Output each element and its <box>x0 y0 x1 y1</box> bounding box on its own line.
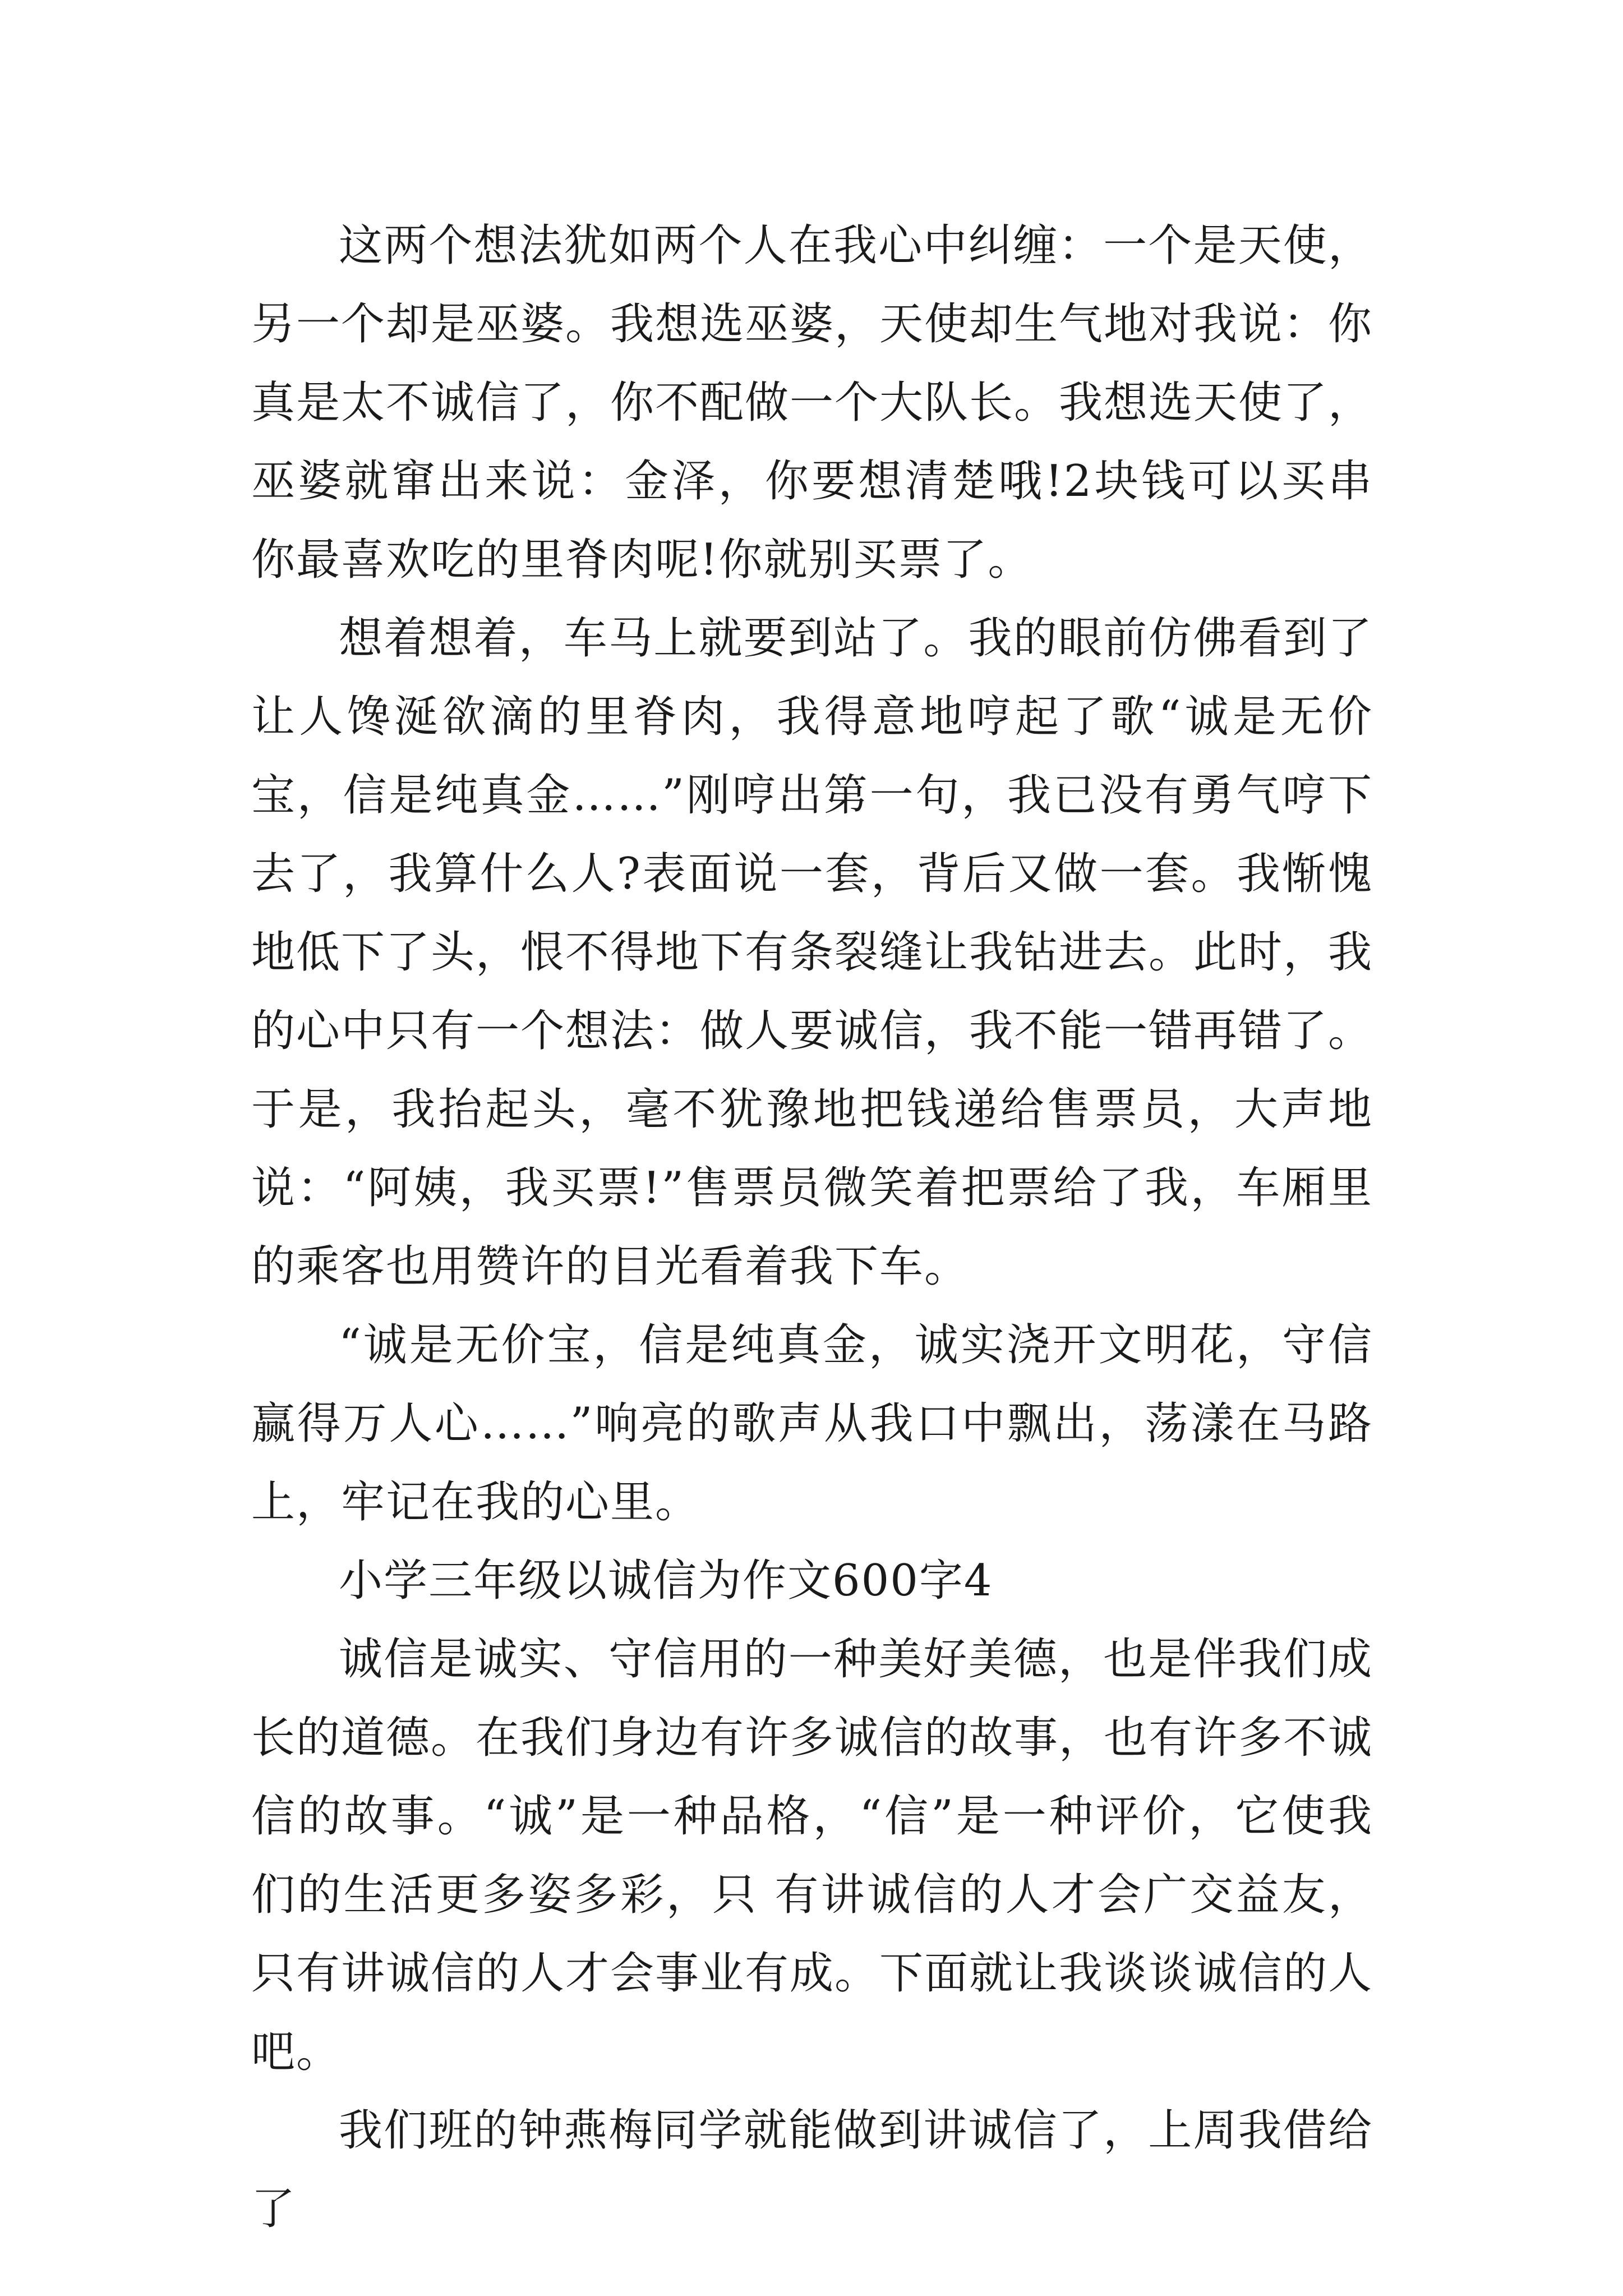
paragraph-2: 想着想着，车马上就要到站了。我的眼前仿佛看到了让人馋涎欲滴的里脊肉，我得意地哼起了歌“诚是无价宝，信是纯真金……”刚哼出第一句，我已没有勇气哼下去了，我算什么人?表面说一套，背后又做一套。我惭愧地低下了头，恨不得地下有条裂缝让我钻进去。此时，我的心中只有一个想法：做人要诚信，我不能一错再错了。于是，我抬起头，毫不犹豫地把钱递给售票员，大声地说：“阿姨，我买票!”售票员微笑着把票给了我，车厢里的乘客也用赞许的目光看着我下车。 <box>251 613 1373 1292</box>
paragraph-4: 诚信是诚实、守信用的一种美好美德，也是伴我们成长的道德。在我们身边有许多诚信的故事，也有许多不诚信的故事。“诚”是一种品格，“信”是一种评价，它使我们的生活更多姿多彩，只 有讲诚信的人才会广交益友，只有讲诚信的人才会事业有成。下面就让我谈谈诚信的人吧。 <box>251 1634 1373 2077</box>
section-heading: 小学三年级以诚信为作文600字4 <box>339 1556 993 1606</box>
paragraph-3: “诚是无价宝，信是纯真金，诚实浇开文明花，守信赢得万人心……”响亮的歌声从我口中飘出，荡漾在马路上，牢记在我的心里。 <box>251 1320 1373 1527</box>
paragraph-5: 我们班的钟燕梅同学就能做到讲诚信了，上周我借给了 <box>251 2105 1373 2234</box>
document-body <box>251 206 1373 2248</box>
paragraph-1: 这两个想法犹如两个人在我心中纠缠：一个是天使，另一个却是巫婆。我想选巫婆，天使却生气地对我说：你真是太不诚信了，你不配做一个大队长。我想选天使了，巫婆就窜出来说：金泽，你要想清楚哦!2块钱可以买串你最喜欢吃的里脊肉呢!你就别买票了。 <box>251 220 1373 585</box>
